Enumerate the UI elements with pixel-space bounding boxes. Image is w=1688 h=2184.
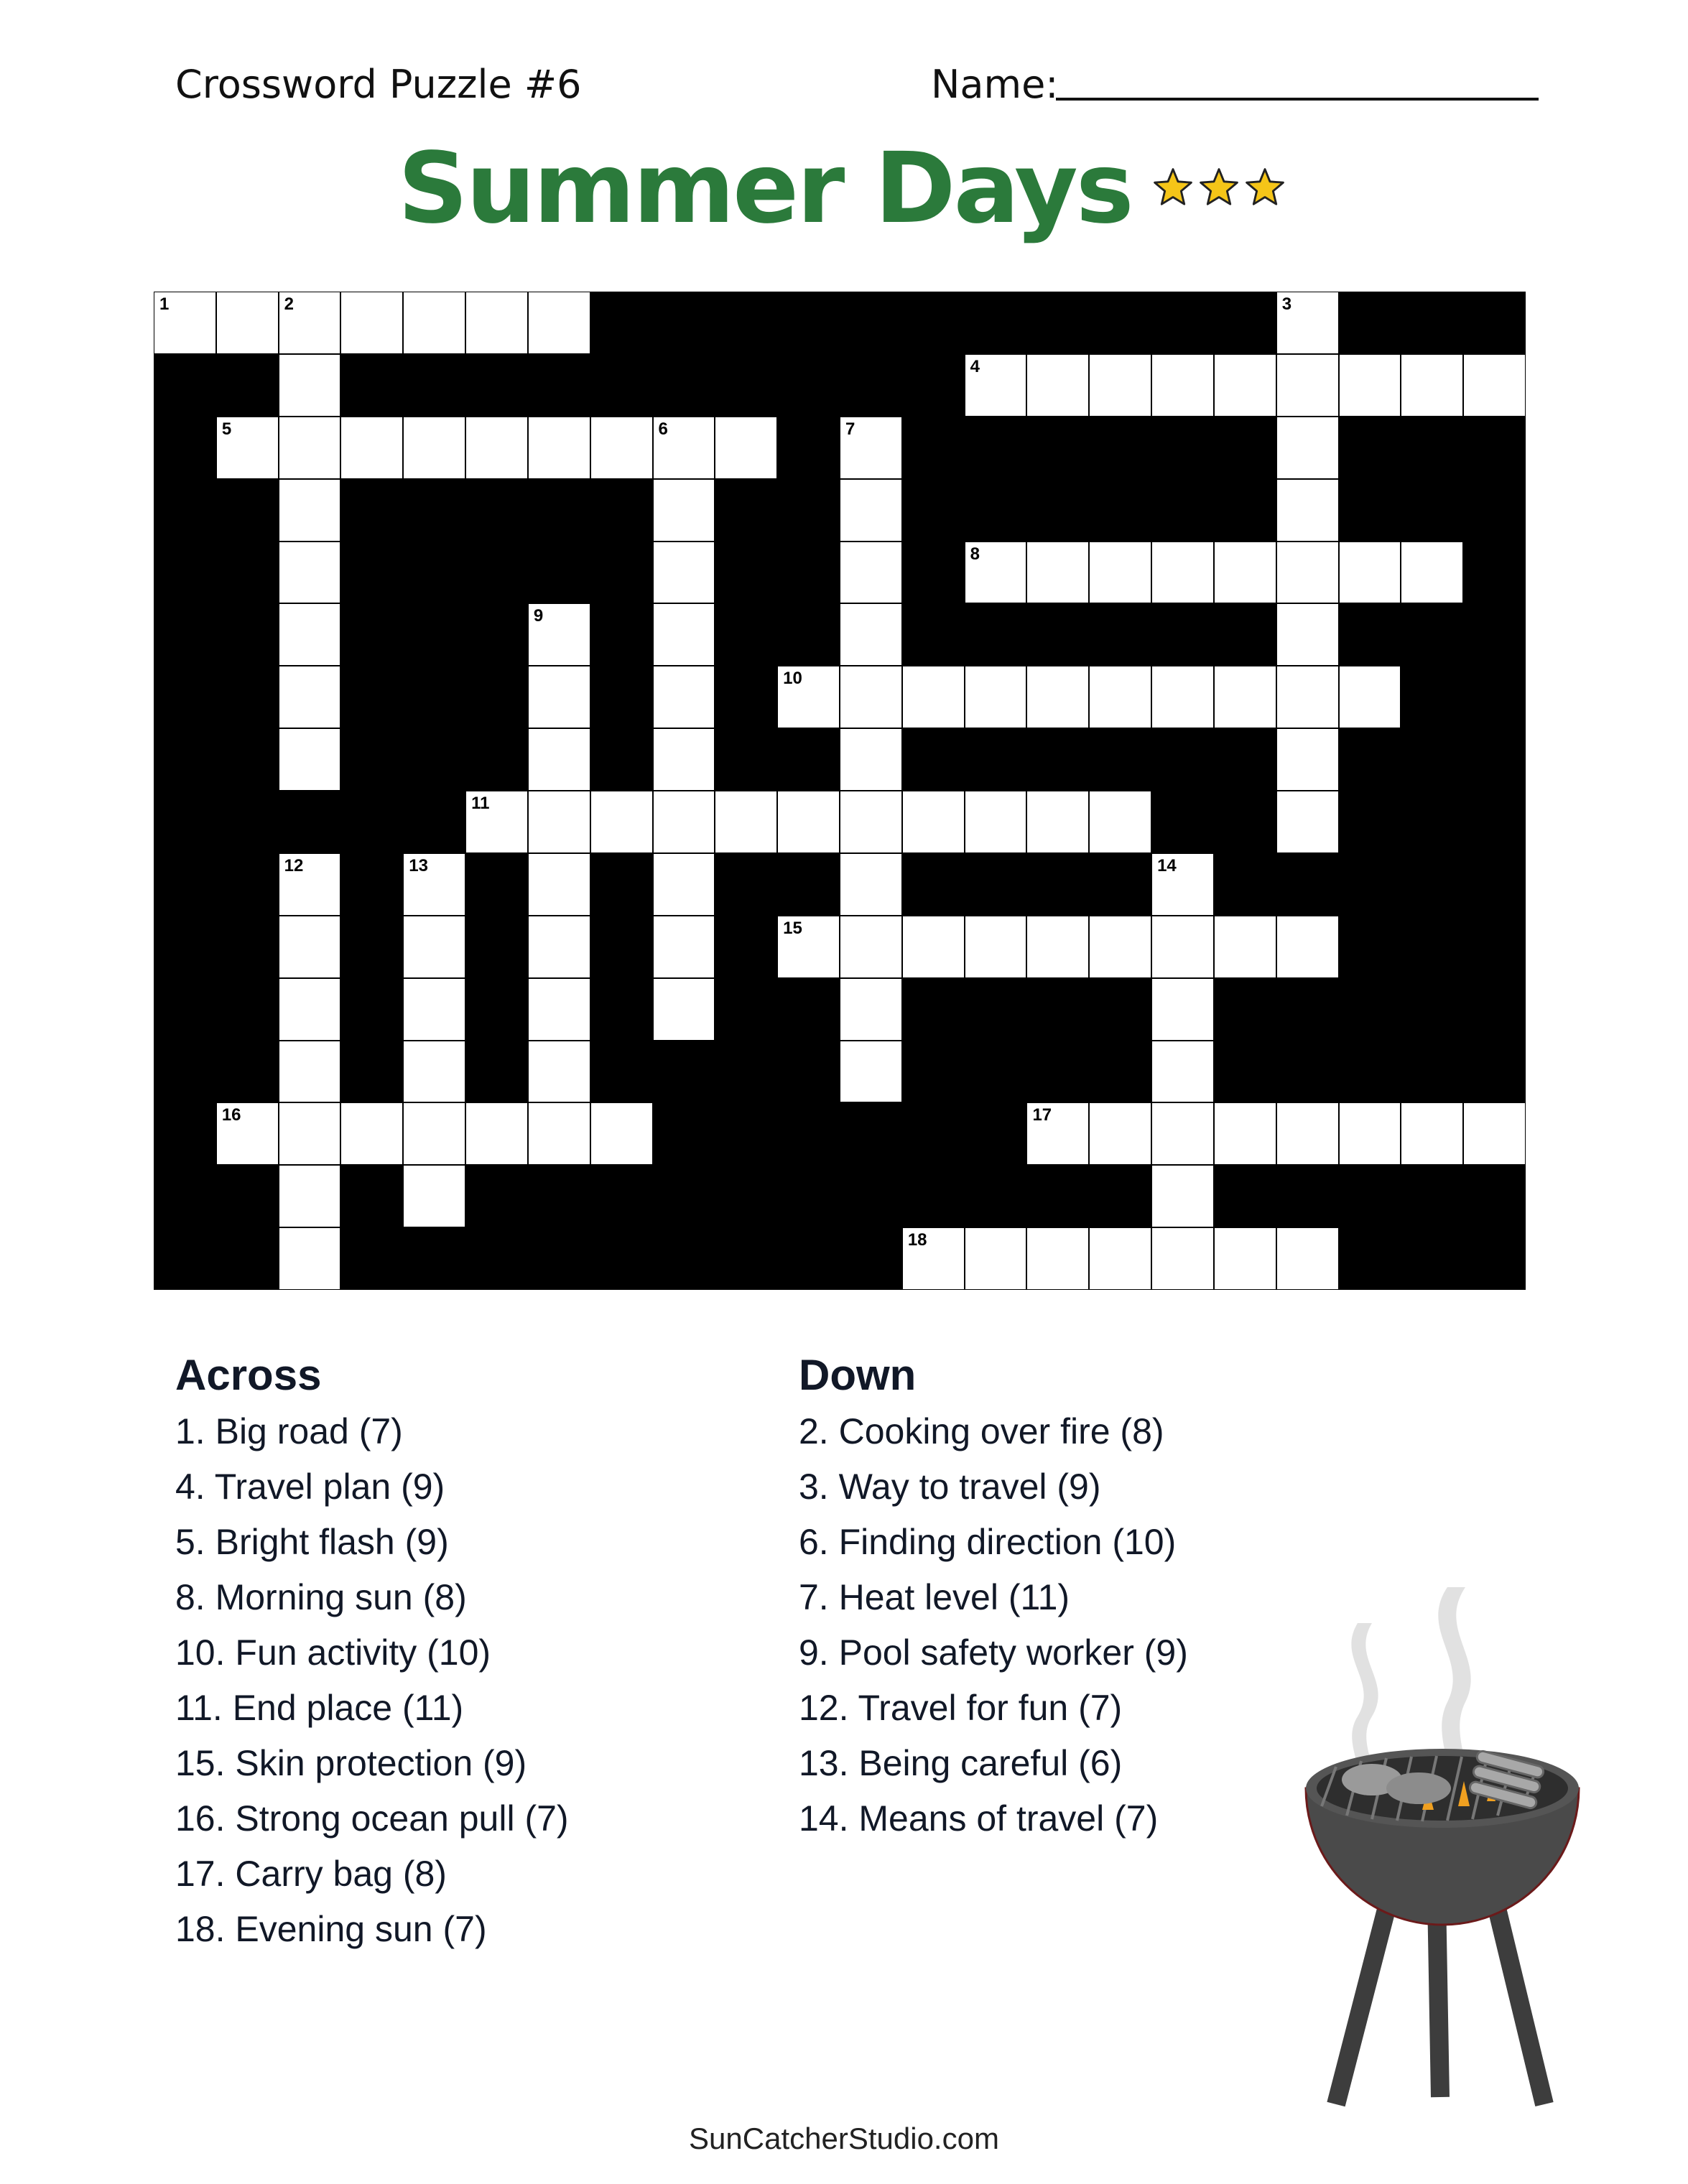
- grid-cell[interactable]: [1152, 1228, 1213, 1289]
- down-clue: 14. Means of travel (7): [799, 1798, 1159, 1839]
- grid-cell[interactable]: [529, 1041, 590, 1102]
- grid-cell[interactable]: [279, 1041, 340, 1102]
- grid-cell[interactable]: [654, 791, 715, 852]
- across-clue: 4. Travel plan (9): [175, 1467, 445, 1507]
- grid-cell[interactable]: [965, 791, 1026, 852]
- grid-cell[interactable]: [529, 1103, 590, 1164]
- grid-cell[interactable]: [965, 916, 1026, 977]
- grid-cell[interactable]: [1277, 1103, 1338, 1164]
- grid-cell[interactable]: [217, 1103, 278, 1164]
- grid-cell[interactable]: [529, 604, 590, 665]
- grid-cell[interactable]: [1215, 1103, 1276, 1164]
- clue-number: 4: [970, 356, 980, 376]
- grid-cell[interactable]: [1277, 1228, 1338, 1289]
- grid-cell[interactable]: [1152, 542, 1213, 603]
- down-clue: 6. Finding direction (10): [799, 1522, 1177, 1562]
- grid-cell[interactable]: [1340, 666, 1401, 728]
- grid-cell[interactable]: [840, 604, 901, 665]
- grid-cell[interactable]: [1277, 666, 1338, 728]
- grid-cell[interactable]: [1090, 791, 1151, 852]
- grid-cell[interactable]: [715, 791, 776, 852]
- clue-number: 5: [221, 419, 232, 439]
- grid-cell[interactable]: [840, 916, 901, 977]
- grid-cell[interactable]: [1277, 604, 1338, 665]
- grid-cell[interactable]: [840, 542, 901, 603]
- grid-cell[interactable]: [1152, 1041, 1213, 1102]
- grid-cell[interactable]: [1027, 542, 1088, 603]
- clue-number: 3: [1281, 294, 1292, 314]
- clue-number: 14: [1157, 855, 1177, 875]
- clue-number: 13: [409, 855, 428, 875]
- grid-cell[interactable]: [1277, 417, 1338, 478]
- grid-cell[interactable]: [591, 791, 652, 852]
- grid-cell[interactable]: [1215, 666, 1276, 728]
- grid-cell[interactable]: [529, 417, 590, 478]
- grill-icon: [1293, 1573, 1595, 2122]
- grid-cell[interactable]: [404, 417, 465, 478]
- clue-number: 11: [471, 794, 490, 813]
- clue-number: 7: [845, 419, 855, 439]
- grid-cell[interactable]: [1027, 1228, 1088, 1289]
- grid-cell[interactable]: [529, 916, 590, 977]
- grid-cell[interactable]: [1277, 542, 1338, 603]
- grid-cell[interactable]: [279, 666, 340, 728]
- grid-cell[interactable]: [840, 666, 901, 728]
- down-clue-list: [799, 1404, 1188, 1846]
- grid-cell[interactable]: [903, 1228, 964, 1289]
- star-icon: [1198, 167, 1240, 208]
- across-clue-list: [175, 1404, 569, 1957]
- grid-cell[interactable]: [1090, 916, 1151, 977]
- grid-cell[interactable]: [1090, 542, 1151, 603]
- grid-cell[interactable]: [654, 542, 715, 603]
- grid-cell[interactable]: [1277, 355, 1338, 416]
- grid-cell[interactable]: [279, 604, 340, 665]
- across-clue: 5. Bright flash (9): [175, 1522, 449, 1562]
- across-clues: [175, 1350, 569, 1957]
- grid-cell[interactable]: [1401, 1103, 1462, 1164]
- grid-cell[interactable]: [1152, 666, 1213, 728]
- grid-cell[interactable]: [1152, 979, 1213, 1040]
- grid-cell[interactable]: [279, 542, 340, 603]
- grid-cell[interactable]: [404, 979, 465, 1040]
- grid-cell[interactable]: [529, 854, 590, 915]
- grid-cell[interactable]: [1090, 1228, 1151, 1289]
- grid-cell[interactable]: [1401, 355, 1462, 416]
- grid-cell[interactable]: [840, 729, 901, 790]
- grid-cell[interactable]: [840, 1041, 901, 1102]
- down-clue: 12. Travel for fun (7): [799, 1688, 1123, 1728]
- across-clue: 11. End place (11): [175, 1688, 464, 1728]
- across-clue: 15. Skin protection (9): [175, 1743, 527, 1783]
- grid-cell[interactable]: [1215, 1228, 1276, 1289]
- grid-cell[interactable]: [217, 417, 278, 478]
- clue-number: 8: [970, 544, 980, 564]
- puzzle-number-label: Crossword Puzzle #6: [175, 62, 582, 107]
- across-clue: 8. Morning sun (8): [175, 1577, 467, 1617]
- grid-cell[interactable]: [404, 1166, 465, 1227]
- grid-cell[interactable]: [341, 1103, 402, 1164]
- grid-cell[interactable]: [903, 791, 964, 852]
- grid-cell[interactable]: [778, 666, 839, 728]
- down-heading: Down: [799, 1351, 917, 1399]
- grid-cell[interactable]: [1464, 355, 1525, 416]
- grid-cell[interactable]: [840, 417, 901, 478]
- grid-cell[interactable]: [217, 292, 278, 353]
- across-clue: 17. Carry bag (8): [175, 1854, 447, 1894]
- grid-cell[interactable]: [965, 355, 1026, 416]
- grid-cell[interactable]: [1027, 666, 1088, 728]
- grid-cell[interactable]: [591, 1103, 652, 1164]
- grid-cell[interactable]: [903, 666, 964, 728]
- grid-cell[interactable]: [466, 417, 527, 478]
- crossword-grid: [154, 292, 1526, 1290]
- grid-cell[interactable]: [1090, 1103, 1151, 1164]
- grid-cell[interactable]: [778, 916, 839, 977]
- grid-cell[interactable]: [1277, 791, 1338, 852]
- across-clue: 18. Evening sun (7): [175, 1909, 487, 1949]
- clue-number: 12: [284, 855, 304, 875]
- grid-cell[interactable]: [279, 292, 340, 353]
- grid-cell[interactable]: [1277, 916, 1338, 977]
- grid-cell[interactable]: [903, 916, 964, 977]
- grid-cell[interactable]: [840, 791, 901, 852]
- grid-cell[interactable]: [404, 916, 465, 977]
- grid-cell[interactable]: [965, 542, 1026, 603]
- grid-cell[interactable]: [654, 604, 715, 665]
- grid-cell[interactable]: [466, 292, 527, 353]
- down-clue: 7. Heat level (11): [799, 1577, 1070, 1617]
- grid-cell[interactable]: [654, 480, 715, 541]
- grid-cell[interactable]: [591, 417, 652, 478]
- grid-cell[interactable]: [1340, 1103, 1401, 1164]
- down-clue: 2. Cooking over fire (8): [799, 1411, 1164, 1451]
- grid-cell[interactable]: [1152, 916, 1213, 977]
- grid-cell[interactable]: [1027, 1103, 1088, 1164]
- down-clues: [799, 1350, 1188, 1846]
- grid-cell[interactable]: [965, 1228, 1026, 1289]
- grid-cell[interactable]: [529, 666, 590, 728]
- grid-cell[interactable]: [1215, 542, 1276, 603]
- clue-number: 16: [221, 1105, 241, 1125]
- grid-cell[interactable]: [840, 979, 901, 1040]
- grid-cell[interactable]: [1215, 355, 1276, 416]
- grid-cell[interactable]: [965, 666, 1026, 728]
- grid-cell[interactable]: [404, 1041, 465, 1102]
- grid-cell[interactable]: [1090, 355, 1151, 416]
- clue-number: 18: [907, 1230, 927, 1250]
- grid-cell[interactable]: [1090, 666, 1151, 728]
- grid-cell[interactable]: [1464, 1103, 1525, 1164]
- difficulty-stars: [1152, 167, 1290, 212]
- grid-cell[interactable]: [1215, 916, 1276, 977]
- clue-number: 17: [1032, 1105, 1052, 1125]
- grid-cell[interactable]: [341, 292, 402, 353]
- star-icon: [1152, 167, 1194, 208]
- clue-number: 10: [783, 669, 802, 689]
- grid-cell[interactable]: [1027, 355, 1088, 416]
- grid-cell[interactable]: [279, 729, 340, 790]
- clue-number: 15: [783, 918, 802, 938]
- grid-cell[interactable]: [654, 666, 715, 728]
- grid-cell[interactable]: [279, 979, 340, 1040]
- grid-cell[interactable]: [529, 791, 590, 852]
- grid-cell[interactable]: [1152, 1103, 1213, 1164]
- grid-cell[interactable]: [654, 417, 715, 478]
- grid-cell[interactable]: [279, 1228, 340, 1289]
- grid-cell[interactable]: [1340, 355, 1401, 416]
- grid-cell[interactable]: [279, 1166, 340, 1227]
- across-clue: 10. Fun activity (10): [175, 1632, 491, 1673]
- grid-cell[interactable]: [404, 1103, 465, 1164]
- grid-cell[interactable]: [279, 1103, 340, 1164]
- grid-cell[interactable]: [840, 480, 901, 541]
- grid-cell[interactable]: [654, 916, 715, 977]
- across-clue: 16. Strong ocean pull (7): [175, 1798, 569, 1839]
- grid-cell[interactable]: [341, 417, 402, 478]
- title-row: [0, 132, 1688, 246]
- grid-cell[interactable]: [1027, 916, 1088, 977]
- grid-cell[interactable]: [654, 729, 715, 790]
- grid-cell[interactable]: [404, 292, 465, 353]
- grid-cell[interactable]: [1277, 729, 1338, 790]
- grid-cell[interactable]: [654, 979, 715, 1040]
- grid-cell[interactable]: [1277, 292, 1338, 353]
- grid-cell[interactable]: [1152, 854, 1213, 915]
- grid-cell[interactable]: [1027, 791, 1088, 852]
- grid-cell[interactable]: [529, 979, 590, 1040]
- star-icon: [1244, 167, 1286, 208]
- grid-cell[interactable]: [529, 729, 590, 790]
- down-clue: 13. Being careful (6): [799, 1743, 1123, 1783]
- across-heading: Across: [175, 1351, 322, 1399]
- name-write-line: [1056, 98, 1539, 101]
- grid-cell[interactable]: [715, 417, 776, 478]
- grid-cell[interactable]: [529, 292, 590, 353]
- clue-number: 9: [533, 606, 544, 626]
- down-clue: 9. Pool safety worker (9): [799, 1632, 1188, 1673]
- grid-cell[interactable]: [840, 854, 901, 915]
- grid-cell[interactable]: [1340, 542, 1401, 603]
- puzzle-title: Summer Days: [397, 132, 1132, 246]
- grid-cell[interactable]: [1401, 542, 1462, 603]
- grid-cell[interactable]: [404, 854, 465, 915]
- grid-cell[interactable]: [654, 854, 715, 915]
- grid-cell[interactable]: [1152, 1166, 1213, 1227]
- grid-cell[interactable]: [778, 791, 839, 852]
- clue-number: 1: [159, 294, 170, 314]
- grid-cell[interactable]: [466, 1103, 527, 1164]
- grid-cell[interactable]: [279, 417, 340, 478]
- grid-cell[interactable]: [466, 791, 527, 852]
- down-clue: 3. Way to travel (9): [799, 1467, 1101, 1507]
- footer-site: SunCatcherStudio.com: [689, 2122, 999, 2155]
- clue-number: 2: [284, 294, 294, 314]
- grid-cell[interactable]: [154, 292, 215, 353]
- grid-cell[interactable]: [1277, 480, 1338, 541]
- grid-cell[interactable]: [279, 854, 340, 915]
- clue-number: 6: [658, 419, 668, 439]
- across-clue: 1. Big road (7): [175, 1411, 403, 1451]
- grid-cell[interactable]: [279, 480, 340, 541]
- grid-cell[interactable]: [1152, 355, 1213, 416]
- grid-cell[interactable]: [279, 355, 340, 416]
- grid-cell[interactable]: [279, 916, 340, 977]
- name-label: Name:: [931, 62, 1059, 107]
